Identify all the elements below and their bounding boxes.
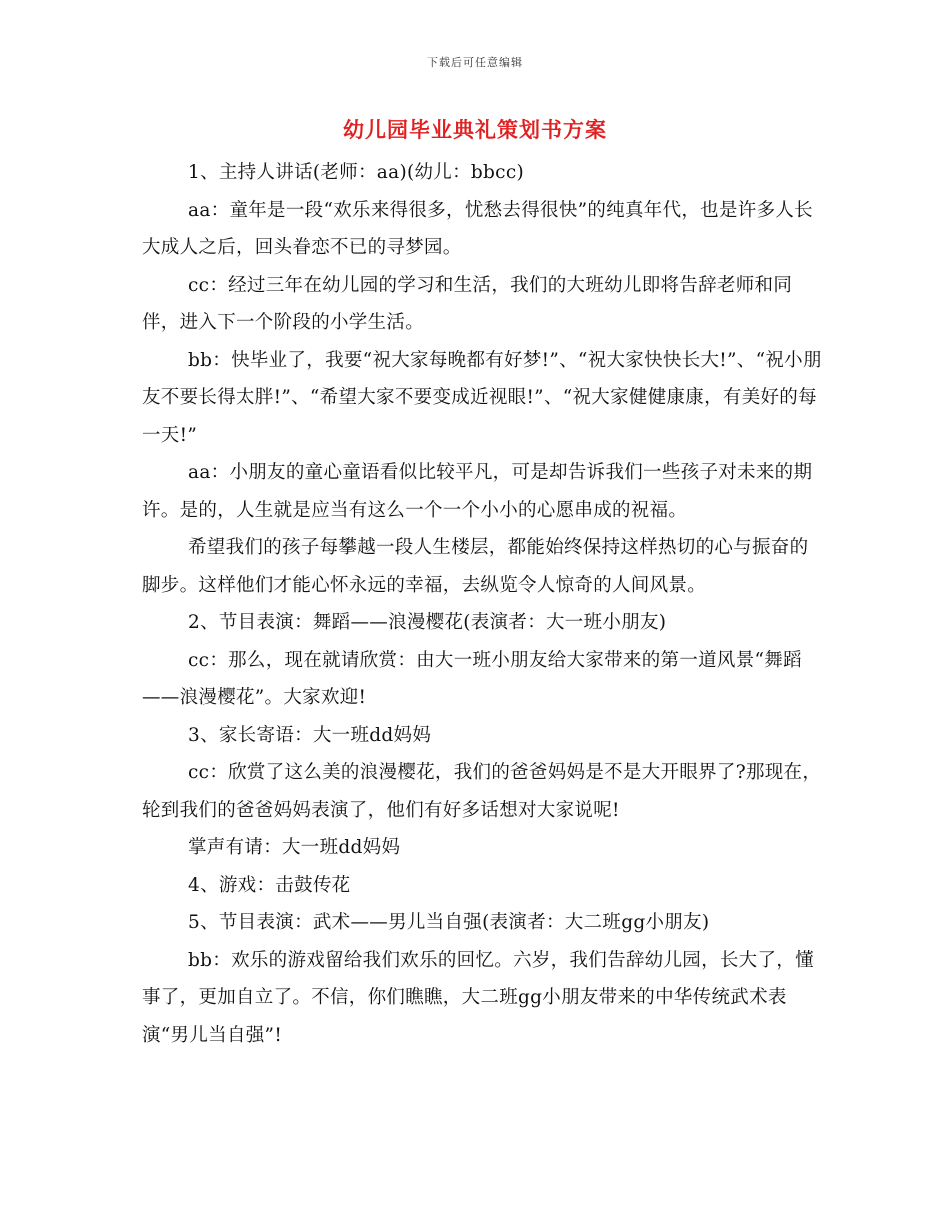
paragraph-cc-three-years: cc：经过三年在幼儿园的学习和生活，我们的大班幼儿即将告辞老师和同伴，进入下一个阶段的小学生活。 (142, 274, 793, 333)
paragraph-program-martial-arts: 5、节目表演：武术——男儿当自强(表演者：大二班gg小朋友) (188, 912, 710, 933)
paragraph-cc-dance-intro: cc：那么，现在就请欣赏：由大一班小朋友给大家带来的第一道风景“舞蹈——浪漫樱花”。大家欢迎! (142, 649, 802, 708)
paragraph-hope: 希望我们的孩子每攀越一段人生楼层，都能始终保持这样热切的心与振奋的脚步。这样他们才能心怀永远的幸福，去纵览令人惊奇的人间风景。 (142, 537, 809, 596)
paragraph-parent-message: 3、家长寄语：大一班dd妈妈 (188, 724, 432, 746)
paragraph-host-speech: 1、主持人讲话(老师：aa)(幼儿：bbcc) (188, 162, 525, 183)
document-title: 幼儿园毕业典礼策划书方案 (343, 117, 607, 142)
paragraph-program-dance: 2、节目表演：舞蹈——浪漫樱花(表演者：大一班小朋友) (188, 612, 667, 633)
paragraph-applause: 掌声有请：大一班dd妈妈 (188, 837, 401, 858)
paragraph-aa-childhood: aa：童年是一段“欢乐来得很多，忧愁去得很快”的纯真年代，也是许多人长大成人之后，回头眷恋不已的寻梦园。 (142, 199, 813, 258)
paragraph-cc-parents: cc：欣赏了这么美的浪漫樱花，我们的爸爸妈妈是不是大开眼界了?那现在，轮到我们的爸爸妈妈表演了，他们有好多话想对大家说呢! (142, 762, 822, 821)
document-body (142, 154, 822, 1054)
paragraph-aa-childlike-words: aa：小朋友的童心童语看似比较平凡，可是却告诉我们一些孩子对未来的期许。是的，人生就是应当有这么一个一个小小的心愿串成的祝福。 (142, 462, 813, 521)
header-note: 下载后可任意编辑 (427, 56, 523, 69)
paragraph-game: 4、游戏：击鼓传花 (188, 874, 351, 896)
paragraph-bb-wishes: bb：快毕业了，我要“祝大家每晚都有好梦!”、“祝大家快快长大!”、“祝小朋友不要长得太胖!”、“希望大家不要变成近视眼!”、“祝大家健健康康，有美好的每一天!” (142, 349, 822, 446)
paragraph-bb-martial-arts-intro: bb：欢乐的游戏留给我们欢乐的回忆。六岁，我们告辞幼儿园，长大了，懂事了，更加自立了。不信，你们瞧瞧，大二班gg小朋友带来的中华传统武术表演“男儿当自强”! (142, 949, 814, 1046)
